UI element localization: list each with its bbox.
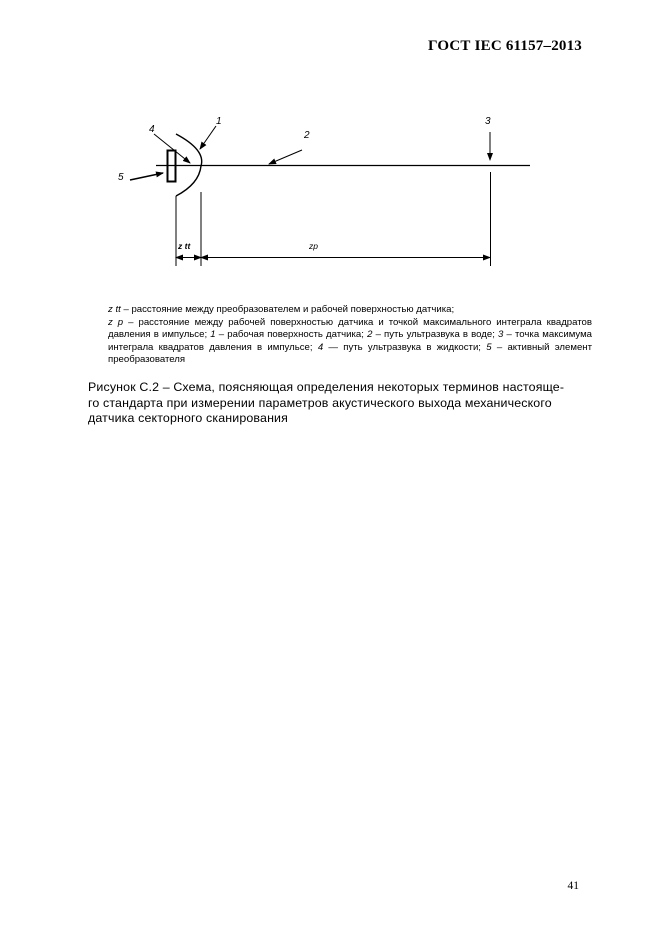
label-1: 1 bbox=[216, 116, 222, 127]
leader-5 bbox=[130, 173, 163, 180]
dimension-label-zp: zp bbox=[309, 241, 318, 251]
caption-line: датчика секторного сканирования bbox=[88, 411, 288, 426]
transducer-diagram bbox=[0, 0, 661, 300]
label-2: 2 bbox=[304, 130, 310, 141]
label-5: 5 bbox=[118, 172, 124, 183]
label-4: 4 bbox=[149, 124, 155, 135]
caption-line: го стандарта при измерении параметров акустического выхода механического bbox=[88, 395, 552, 410]
figure-legend bbox=[88, 304, 592, 367]
leader-1 bbox=[200, 126, 216, 149]
figure-caption bbox=[88, 380, 588, 427]
label-3: 3 bbox=[485, 116, 491, 127]
document-header: ГОСТ IEC 61157–2013 bbox=[427, 38, 582, 54]
legend-line-zp: z p – расстояние между рабочей поверхностью датчика и точкой максимального интеграла квадратов давления в импульсе; 1 – рабочая поверхность датчика; 2 – путь ультразвука в воде; 3 – точка максимума интеграла квадратов давления в импульсе; 4 — путь ультразвука в жидкости; 5 – активный элемент преобразователя bbox=[108, 316, 593, 366]
symbol-ztt: z tt bbox=[108, 304, 121, 315]
page-number: 41 bbox=[567, 880, 579, 892]
leader-2 bbox=[269, 150, 302, 164]
dimension-label-ztt: z tt bbox=[178, 241, 191, 251]
legend-line-ztt: z tt – расстояние между преобразователем и рабочей поверхностью датчика; bbox=[108, 304, 455, 315]
symbol-zp: z p bbox=[108, 316, 124, 328]
caption-line: Рисунок С.2 – Схема, поясняющая определения некоторых терминов настояще- bbox=[88, 380, 565, 394]
